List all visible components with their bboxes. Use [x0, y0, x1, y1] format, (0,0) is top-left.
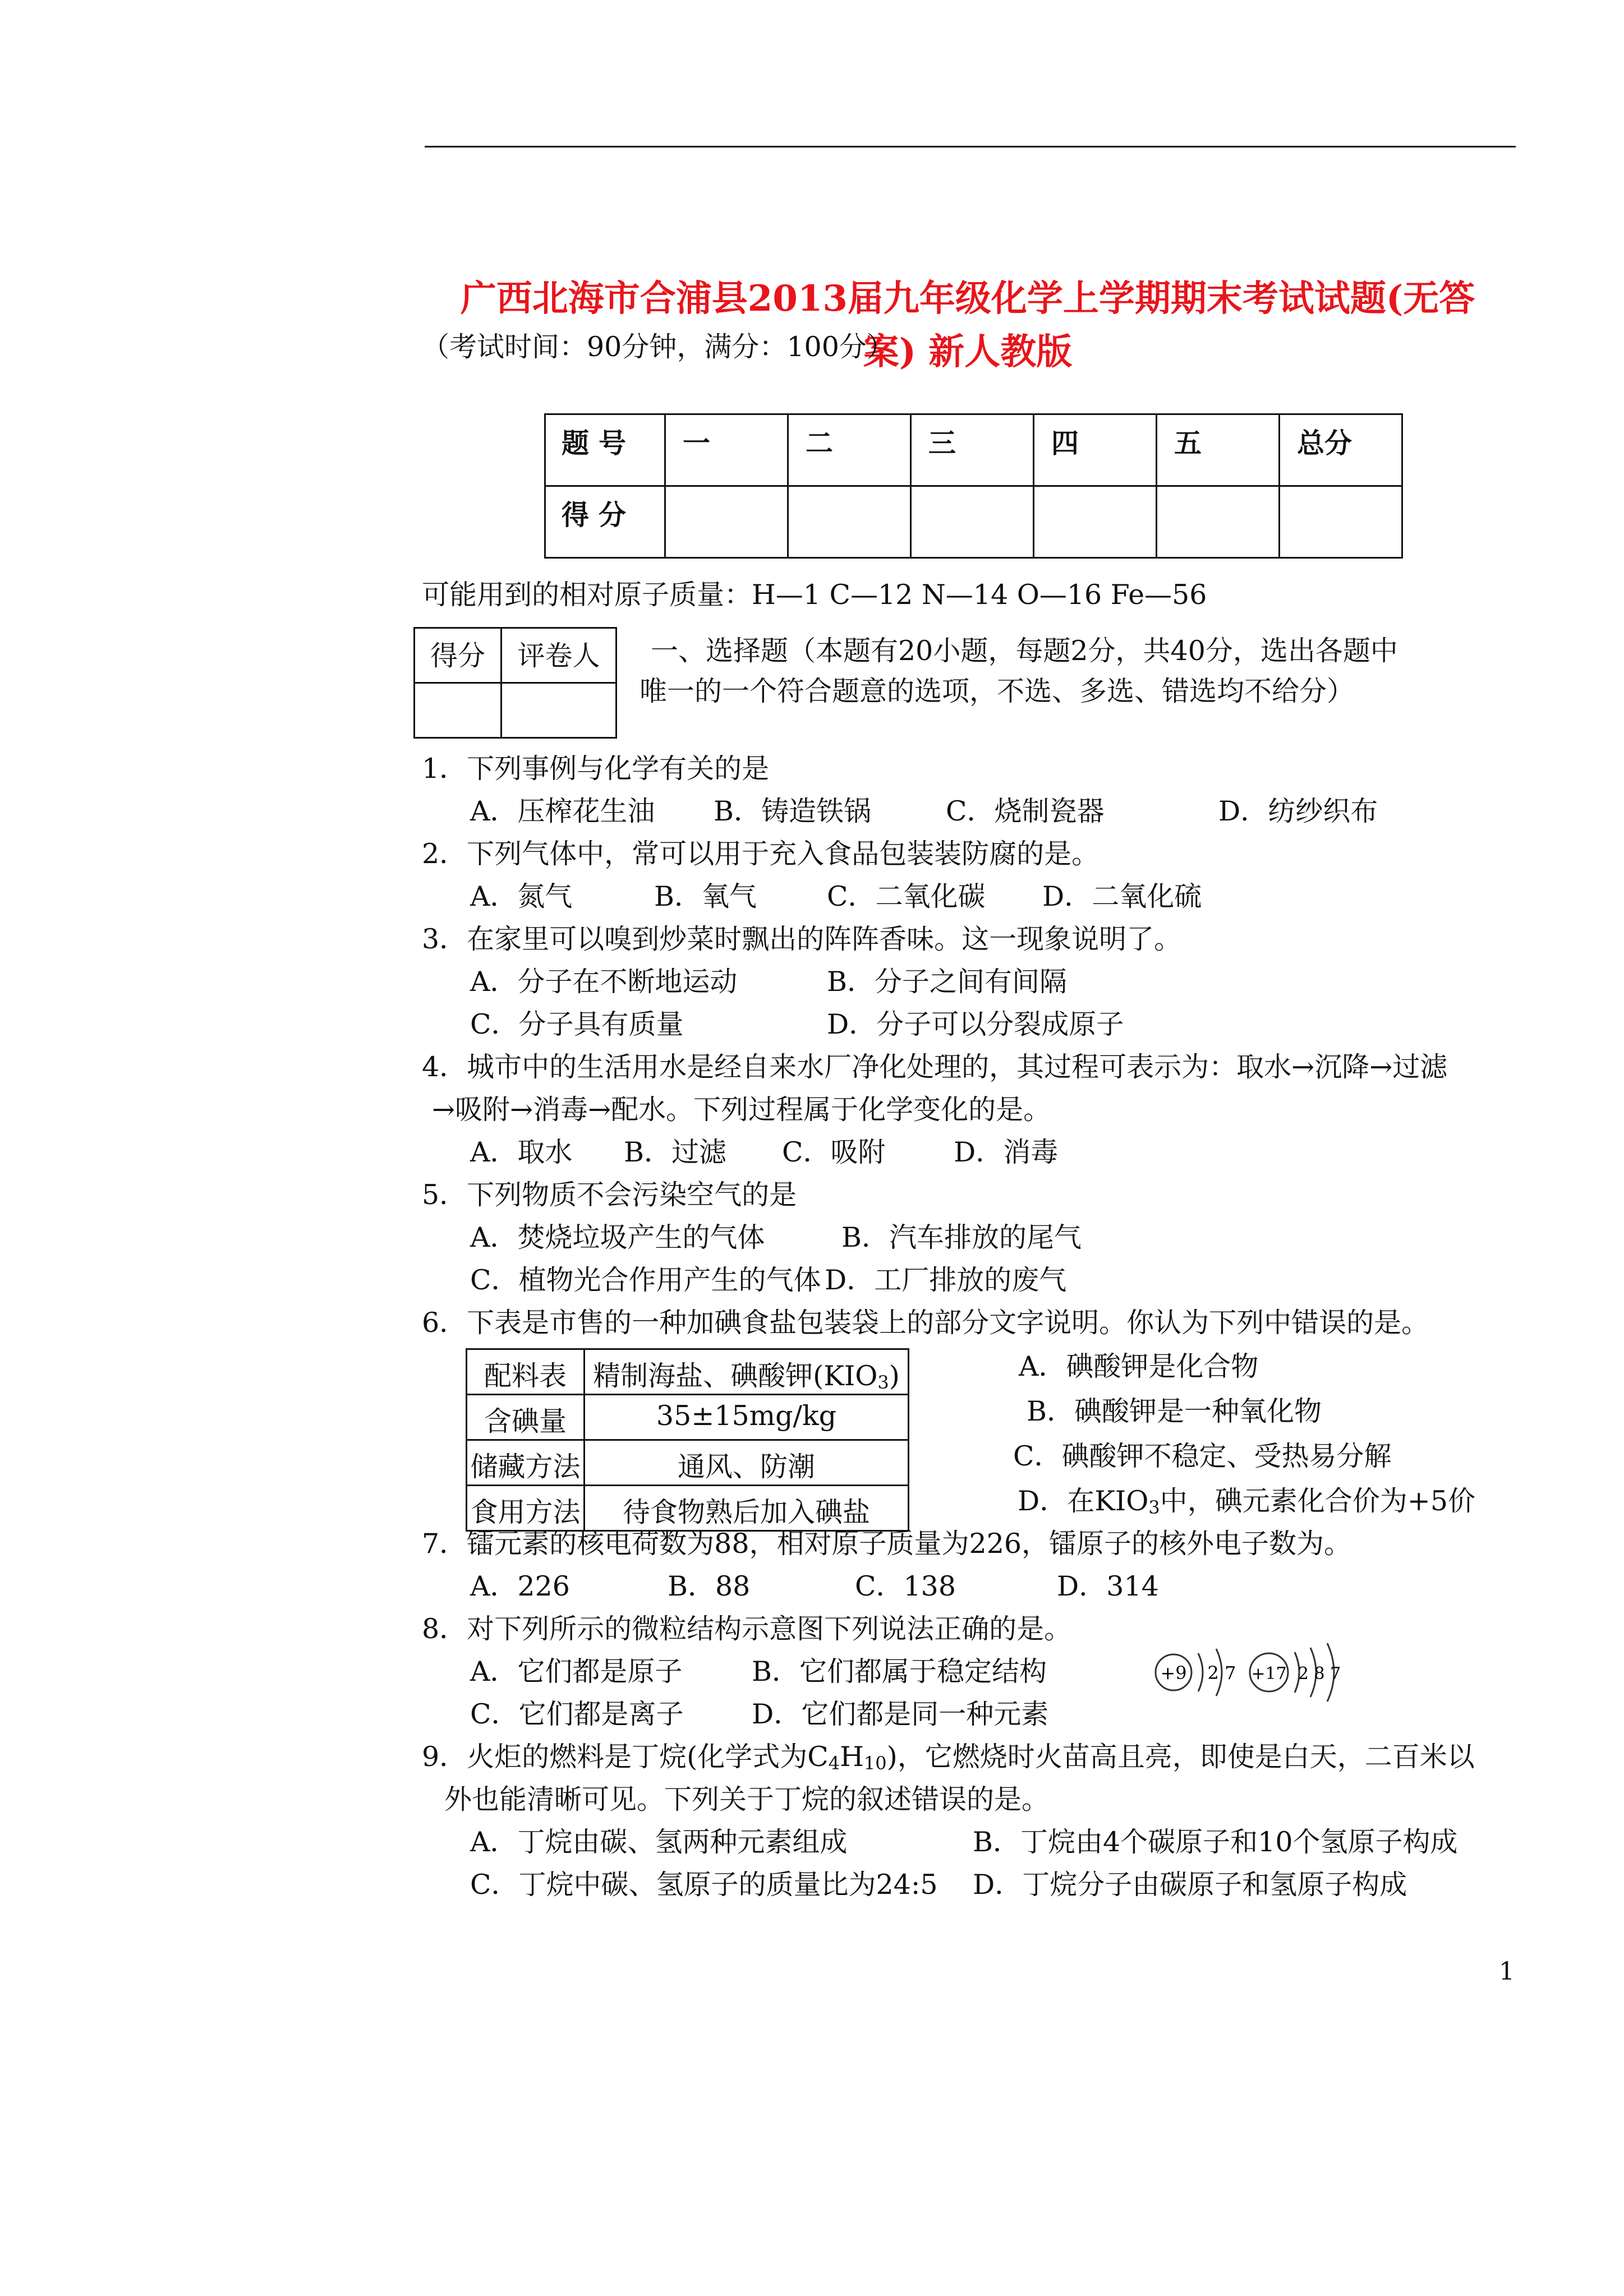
question-3-option-d: D．分子可以分裂成原子 [827, 1008, 1124, 1040]
svg-text:2 7: 2 7 [1207, 1662, 1236, 1684]
question-8-option-b: B．它们都属于稳定结构 [752, 1656, 1047, 1688]
score-table-score-row [545, 486, 1402, 558]
chlorine-atom-diagram [1250, 1643, 1341, 1702]
salt-table-label: 食用方法 [467, 1486, 585, 1531]
question-8-option-a: A．它们都是原子 [470, 1656, 683, 1688]
score-cell[interactable] [1157, 486, 1280, 558]
question-4-option-d: D．消毒 [954, 1136, 1059, 1168]
score-table-header-cell: 二 [788, 414, 911, 486]
atomic-masses: 可能用到的相对原子质量：H—1 C—12 N—14 O—16 Fe—56 [422, 579, 1207, 611]
score-cell[interactable] [665, 486, 788, 558]
question-8-option-d: D．它们都是同一种元素 [752, 1698, 1049, 1730]
question-1-option-d: D．纺纱织布 [1218, 795, 1378, 827]
grader-name-label: 评卷人 [502, 628, 617, 683]
question-5-option-a: A．焚烧垃圾产生的气体 [470, 1221, 765, 1253]
question-1-option-c: C．烧制瓷器 [946, 795, 1105, 827]
question-3-option-a: A．分子在不断地运动 [470, 966, 738, 998]
score-table-header-cell: 四 [1034, 414, 1157, 486]
question-1-option-a: A．压榨花生油 [470, 795, 655, 827]
score-cell[interactable] [788, 486, 911, 558]
question-9-option-d: D．丁烷分子由碳原子和氢原子构成 [973, 1869, 1407, 1901]
question-4-option-b: B．过滤 [624, 1136, 727, 1168]
score-table-header-cell: 五 [1157, 414, 1280, 486]
section1-instructions: 唯一的一个符合题意的选项，不选、多选、错选均不给分） [640, 675, 1355, 707]
salt-label-table [466, 1348, 909, 1532]
question-8-stem: 8．对下列所示的微粒结构示意图下列说法正确的是。 [422, 1613, 1072, 1645]
question-1-stem: 1．下列事例与化学有关的是 [422, 753, 770, 785]
score-table-header-cell: 题 号 [545, 414, 665, 486]
question-5-option-c: C．植物光合作用产生的气体 [470, 1264, 821, 1296]
page-title-line2: 案) 新人教版 [863, 331, 1073, 373]
svg-text:2 8 7: 2 8 7 [1298, 1664, 1341, 1684]
grader-table [413, 627, 617, 739]
salt-table-value: 待食物熟后加入碘盐 [585, 1486, 909, 1531]
svg-text:+9: +9 [1160, 1662, 1187, 1684]
question-9-option-b: B．丁烷由4个碳原子和10个氢原子构成 [973, 1826, 1458, 1858]
question-2-stem: 2．下列气体中，常可以用于充入食品包装装防腐的是。 [422, 838, 1099, 870]
question-3-option-c: C．分子具有质量 [470, 1008, 684, 1040]
question-5-option-d: D．工厂排放的废气 [825, 1264, 1067, 1296]
atomic-structure-diagram [1144, 1636, 1358, 1737]
question-4-stem: 4．城市中的生活用水是经自来水厂净化处理的，其过程可表示为：取水→沉降→过滤 [422, 1051, 1448, 1083]
question-4-stem-cont: →吸附→消毒→配水。下列过程属于化学变化的是。 [432, 1094, 1051, 1126]
question-9-option-c: C．丁烷中碳、氢原子的质量比为24:5 [470, 1869, 938, 1901]
question-6-option-c: C．碘酸钾不稳定、受热易分解 [1013, 1440, 1392, 1472]
question-6-option-b: B．碘酸钾是一种氧化物 [1027, 1395, 1322, 1427]
section1-heading: 一、选择题（本题有20小题，每题2分，共40分，选出各题中 [651, 635, 1398, 667]
salt-table-value: 35±15mg/kg [585, 1395, 909, 1440]
exam-info: （考试时间：90分钟，满分：100分） [422, 331, 894, 363]
question-7-option-d: D．314 [1057, 1570, 1159, 1602]
question-6-option-d: D．在$KIO_3$中，碘元素化合价为+5价 [1018, 1485, 1476, 1518]
question-8-option-c: C．它们都是离子 [470, 1698, 684, 1730]
question-2-option-b: B．氧气 [654, 880, 757, 912]
svg-text:+17: +17 [1251, 1664, 1287, 1684]
table-row [467, 1440, 909, 1486]
score-table-header-row [545, 414, 1402, 486]
question-2-option-a: A．氮气 [470, 880, 573, 912]
score-cell[interactable] [1034, 486, 1157, 558]
question-4-option-a: A．取水 [470, 1136, 573, 1168]
salt-table-value: 通风、防潮 [585, 1440, 909, 1486]
question-5-stem: 5．下列物质不会污染空气的是 [422, 1179, 797, 1211]
grader-score-label: 得分 [415, 628, 502, 683]
table-row [467, 1395, 909, 1440]
salt-table-value: 精制海盐、碘酸钾$(KIO_3)$ [585, 1349, 909, 1395]
score-table-header-cell: 三 [911, 414, 1034, 486]
question-9-option-a: A．丁烷由碳、氢两种元素组成 [470, 1826, 848, 1858]
question-6-option-a: A．碘酸钾是化合物 [1019, 1350, 1259, 1382]
grader-name-cell[interactable] [502, 683, 617, 738]
question-7-option-b: B．88 [668, 1570, 751, 1602]
question-9-stem: 9．火炬的燃料是丁烷(化学式为$C_4H_{10}$)，它燃烧时火苗高且亮，即使是白天，二百米以 [422, 1741, 1475, 1774]
question-3-stem: 3．在家里可以嗅到炒菜时飘出的阵阵香味。这一现象说明了。 [422, 923, 1182, 955]
question-1-option-b: B．铸造铁锅 [714, 795, 872, 827]
score-cell[interactable] [1280, 486, 1402, 558]
salt-table-label: 配料表 [467, 1349, 585, 1395]
question-3-option-b: B．分子之间有间隔 [827, 966, 1068, 998]
table-row [467, 1349, 909, 1395]
page-title-line1: 广西北海市合浦县2013届九年级化学上学期期末考试试题(无答 [460, 278, 1475, 320]
question-7-option-c: C．138 [855, 1570, 956, 1602]
question-5-option-b: B．汽车排放的尾气 [841, 1221, 1082, 1253]
table-row [467, 1486, 909, 1531]
fluorine-atom-diagram [1156, 1649, 1236, 1696]
score-table [544, 413, 1403, 559]
score-table-header-cell: 总分 [1280, 414, 1402, 486]
question-4-option-c: C．吸附 [782, 1136, 886, 1168]
score-table-header-cell: 一 [665, 414, 788, 486]
question-6-stem: 6．下表是市售的一种加碘食盐包装袋上的部分文字说明。你认为下列中错误的是。 [422, 1307, 1429, 1339]
grader-score-cell[interactable] [415, 683, 502, 738]
question-7-option-a: A．226 [470, 1570, 570, 1602]
score-cell[interactable] [911, 486, 1034, 558]
salt-table-label: 含碘量 [467, 1395, 585, 1440]
question-2-option-c: C．二氧化碳 [827, 880, 986, 912]
score-row-label: 得 分 [545, 486, 665, 558]
header-rule [425, 146, 1516, 147]
question-9-stem-cont: 外也能清晰可见。下列关于丁烷的叙述错误的是。 [444, 1783, 1050, 1815]
question-2-option-d: D．二氧化硫 [1042, 880, 1202, 912]
salt-table-label: 储藏方法 [467, 1440, 585, 1486]
question-7-stem: 7．镭元素的核电荷数为88，相对原子质量为226，镭原子的核外电子数为。 [422, 1528, 1352, 1560]
page-number: 1 [1499, 1957, 1515, 1986]
